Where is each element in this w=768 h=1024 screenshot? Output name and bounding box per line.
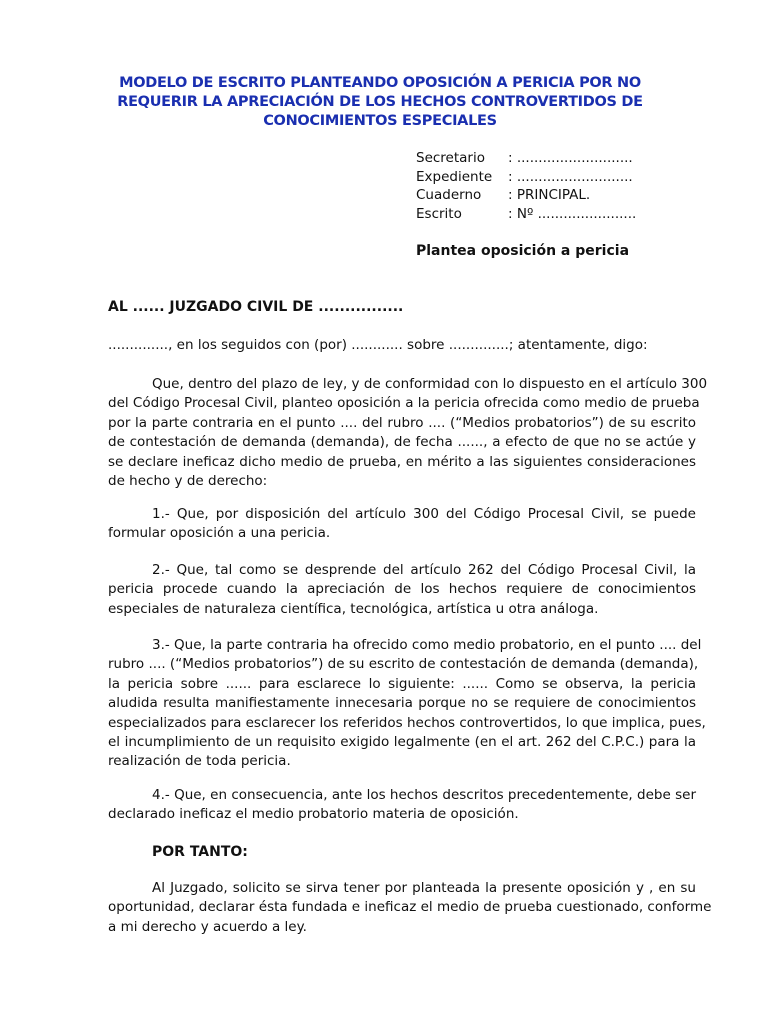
paragraph-line: oportunidad, declarar ésta fundada e ineficaz el medio de prueba cuestionado, conforme — [108, 899, 712, 916]
meta-value: : PRINCIPAL. — [508, 187, 591, 203]
meta-secretario — [416, 149, 636, 168]
paragraph-line: 3.- Que, la parte contraria ha ofrecido como medio probatorio, en el punto .... del — [152, 637, 702, 653]
paragraph-2 — [108, 505, 696, 544]
paragraph-line: la pericia sobre ...... para esclarece lo siguiente: ...... Como se observa, la pericia — [108, 675, 696, 692]
paragraph-line: especializados para esclarecer los referidos hechos controvertidos, lo que implica, pues, — [108, 714, 706, 731]
salutation: .............., en los seguidos con (por) ............ sobre ..............; atentamente, digo: — [108, 337, 648, 353]
title-line: MODELO DE ESCRITO PLANTEANDO OPOSICIÓN A PERICIA POR NO — [119, 75, 641, 91]
paragraph-line: se declare ineficaz dicho medio de prueba, en mérito a las siguientes consideraciones — [108, 453, 696, 470]
paragraph-line: a mi derecho y acuerdo a ley. — [108, 918, 307, 935]
case-metadata — [416, 149, 636, 223]
paragraph-line: de hecho y de derecho: — [108, 473, 268, 490]
paragraph-4 — [108, 636, 706, 772]
paragraph-1 — [108, 375, 708, 491]
meta-key: Secretario — [416, 150, 485, 166]
title-line: REQUERIR LA APRECIACIÓN DE LOS HECHOS CONTROVERTIDOS DE — [117, 94, 643, 110]
paragraph-line: 1.- Que, por disposición del artículo 300 del Código Procesal Civil, se puede — [152, 506, 696, 522]
meta-value: : ........................... — [508, 168, 633, 185]
paragraph-3 — [108, 561, 696, 619]
paragraph-5 — [108, 786, 696, 825]
paragraph-line: especiales de naturaleza científica, tecnológica, artística u otra análoga. — [108, 600, 599, 617]
paragraph-line: rubro .... (“Medios probatorios”) de su escrito de contestación de demanda (demanda), — [108, 656, 699, 673]
paragraph-line: declarado ineficaz el medio probatorio materia de oposición. — [108, 806, 519, 823]
por-tanto-heading: POR TANTO: — [152, 844, 248, 860]
paragraph-line: realización de toda pericia. — [108, 753, 291, 770]
paragraph-line: Que, dentro del plazo de ley, y de conformidad con lo dispuesto en el artículo 300 — [152, 376, 708, 392]
meta-expediente — [416, 168, 636, 187]
paragraph-line: de contestación de demanda (demanda), de fecha ......, a efecto de que no se actúe y — [108, 434, 696, 451]
meta-key: Cuaderno — [416, 187, 482, 203]
meta-cuaderno — [416, 186, 636, 205]
meta-escrito — [416, 205, 636, 224]
paragraph-line: 2.- Que, tal como se desprende del artículo 262 del Código Procesal Civil, la — [152, 562, 696, 578]
meta-key: Escrito — [416, 205, 462, 222]
paragraph-line: 4.- Que, en consecuencia, ante los hechos descritos precedentemente, debe ser — [152, 787, 696, 803]
title-line: CONOCIMIENTOS ESPECIALES — [263, 113, 497, 129]
paragraph-line: el incumplimiento de un requisito exigido legalmente (en el art. 262 del C.P.C.) para la — [108, 734, 696, 751]
paragraph-line: formular oposición a una pericia. — [108, 525, 331, 542]
meta-key: Expediente — [416, 168, 493, 185]
addressee: AL ...... JUZGADO CIVIL DE ................ — [108, 299, 404, 315]
meta-value: : ........................... — [508, 150, 633, 166]
paragraph-line: Al Juzgado, solicito se sirva tener por planteada la presente oposición y , en su — [152, 880, 696, 896]
document-title — [100, 74, 660, 131]
paragraph-line: pericia procede cuando la apreciación de los hechos requiere de conocimientos — [108, 581, 696, 598]
paragraph-line: aludida resulta manifiestamente innecesaria porque no se requiere de conocimientos — [108, 695, 696, 712]
meta-value: : Nº ....................... — [508, 205, 637, 222]
paragraph-line: por la parte contraria en el punto .... del rubro .... (“Medios probatorios”) de su escrito — [108, 414, 696, 431]
paragraph-line: del Código Procesal Civil, planteo oposición a la pericia ofrecida como medio de prueba — [108, 395, 700, 412]
document-subject: Plantea oposición a pericia — [416, 243, 630, 259]
closing-paragraph — [108, 879, 712, 937]
